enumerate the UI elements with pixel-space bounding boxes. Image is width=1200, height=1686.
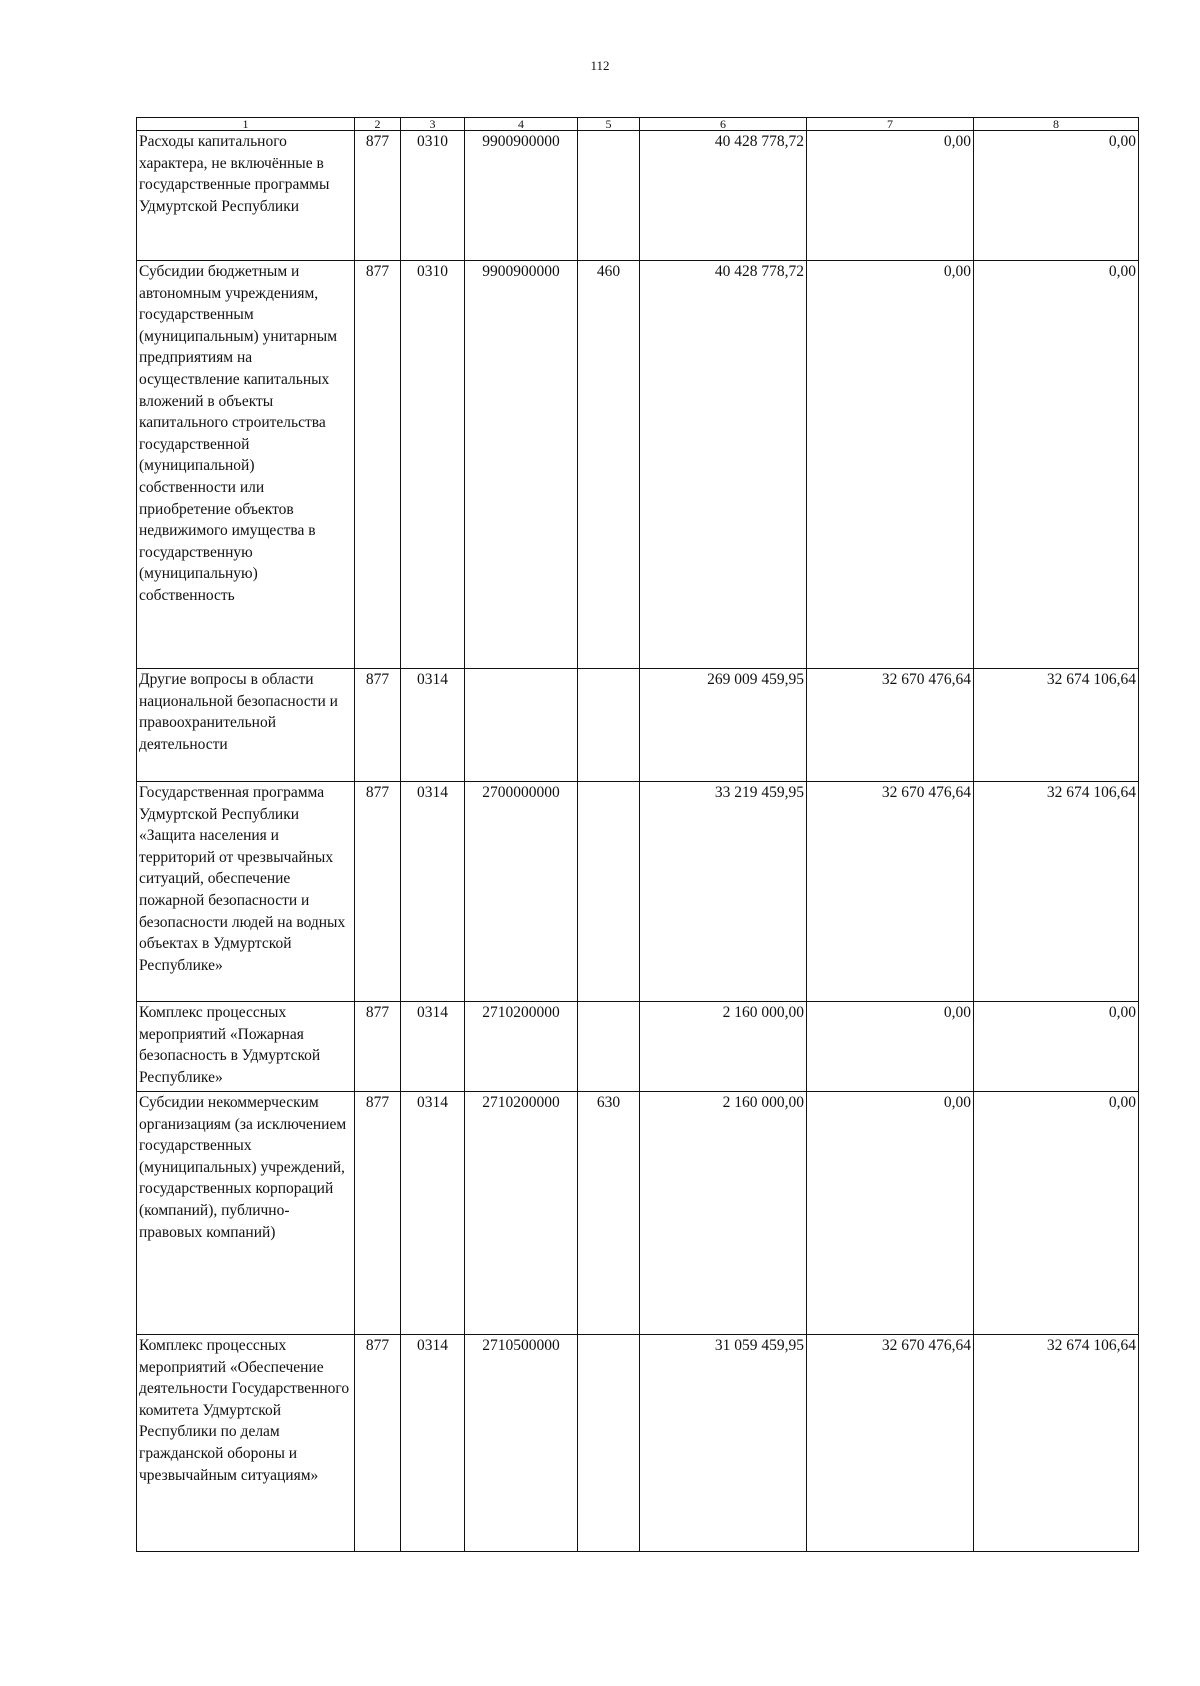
- row-col-8: 0,00: [974, 261, 1139, 669]
- header-col-8: 8: [974, 118, 1139, 131]
- row-col-5: [578, 1335, 640, 1552]
- row-col-2: 877: [355, 1335, 401, 1552]
- row-col-5: 630: [578, 1092, 640, 1335]
- row-name: Комплекс процессных мероприятий «Обеспечение деятельности Государственного комитета Удмуртской Республики по делам гражданской обороны и чрезвычайным ситуациям»: [137, 1335, 355, 1552]
- row-col-8: 0,00: [974, 131, 1139, 261]
- row-name: Субсидии бюджетным и автономным учреждениям, государственным (муниципальным) унитарным предприятиям на осуществление капитальных вложений в объекты капитального строительства государственной (муниципальной) собственности или приобретение объектов недвижимого имущества в государственную (муниципальную) собственность: [137, 261, 355, 669]
- row-col-4: 2710200000: [465, 1002, 578, 1092]
- row-col-2: 877: [355, 131, 401, 261]
- row-col-7: 32 670 476,64: [807, 1335, 974, 1552]
- page-number: 112: [590, 58, 610, 73]
- row-col-6: 2 160 000,00: [640, 1092, 807, 1335]
- row-name: Государственная программа Удмуртской Республики «Защита населения и территорий от чрезвычайных ситуаций, обеспечение пожарной безопасности и безопасности людей на водных объектах в Удмуртской Республике»: [137, 782, 355, 1002]
- row-col-3: 0310: [401, 261, 465, 669]
- header-col-4: 4: [465, 118, 578, 131]
- table-row: [137, 669, 1139, 782]
- row-col-5: 460: [578, 261, 640, 669]
- row-col-4: 2710200000: [465, 1092, 578, 1335]
- row-col-8: 32 674 106,64: [974, 669, 1139, 782]
- row-col-6: 40 428 778,72: [640, 131, 807, 261]
- table-row: [137, 1092, 1139, 1335]
- row-col-2: 877: [355, 1092, 401, 1335]
- row-col-7: 0,00: [807, 1002, 974, 1092]
- row-col-6: 31 059 459,95: [640, 1335, 807, 1552]
- header-col-7: 7: [807, 118, 974, 131]
- row-col-3: 0314: [401, 1002, 465, 1092]
- row-col-8: 0,00: [974, 1002, 1139, 1092]
- table-row: [137, 1335, 1139, 1552]
- row-name: Расходы капитального характера, не включённые в государственные программы Удмуртской Республики: [137, 131, 355, 261]
- row-col-8: 32 674 106,64: [974, 1335, 1139, 1552]
- row-name: Другие вопросы в области национальной безопасности и правоохранительной деятельности: [137, 669, 355, 782]
- row-col-6: 40 428 778,72: [640, 261, 807, 669]
- table-row: [137, 1002, 1139, 1092]
- header-col-1: 1: [137, 118, 355, 131]
- row-col-4: 2700000000: [465, 782, 578, 1002]
- row-col-4: [465, 669, 578, 782]
- row-col-8: 0,00: [974, 1092, 1139, 1335]
- row-col-3: 0314: [401, 669, 465, 782]
- header-row: [137, 118, 1139, 131]
- header-col-6: 6: [640, 118, 807, 131]
- row-col-4: 9900900000: [465, 131, 578, 261]
- row-col-3: 0314: [401, 1092, 465, 1335]
- row-col-7: 32 670 476,64: [807, 782, 974, 1002]
- row-col-5: [578, 782, 640, 1002]
- row-name: Субсидии некоммерческим организациям (за исключением государственных (муниципальных) учреждений, государственных корпораций (компаний), публично-правовых компаний): [137, 1092, 355, 1335]
- table-row: [137, 261, 1139, 669]
- row-name: Комплекс процессных мероприятий «Пожарная безопасность в Удмуртской Республике»: [137, 1002, 355, 1092]
- header-col-5: 5: [578, 118, 640, 131]
- row-col-3: 0314: [401, 1335, 465, 1552]
- row-col-8: 32 674 106,64: [974, 782, 1139, 1002]
- row-col-7: 0,00: [807, 1092, 974, 1335]
- row-col-7: 0,00: [807, 261, 974, 669]
- row-col-7: 0,00: [807, 131, 974, 261]
- row-col-6: 33 219 459,95: [640, 782, 807, 1002]
- header-col-3: 3: [401, 118, 465, 131]
- row-col-4: 9900900000: [465, 261, 578, 669]
- row-col-7: 32 670 476,64: [807, 669, 974, 782]
- row-col-6: 269 009 459,95: [640, 669, 807, 782]
- row-col-3: 0310: [401, 131, 465, 261]
- row-col-4: 2710500000: [465, 1335, 578, 1552]
- row-col-2: 877: [355, 782, 401, 1002]
- budget-table: [136, 117, 1139, 1552]
- row-col-6: 2 160 000,00: [640, 1002, 807, 1092]
- row-col-5: [578, 131, 640, 261]
- row-col-2: 877: [355, 1002, 401, 1092]
- row-col-5: [578, 669, 640, 782]
- table-row: [137, 131, 1139, 261]
- row-col-5: [578, 1002, 640, 1092]
- header-col-2: 2: [355, 118, 401, 131]
- row-col-3: 0314: [401, 782, 465, 1002]
- row-col-2: 877: [355, 261, 401, 669]
- row-col-2: 877: [355, 669, 401, 782]
- table-row: [137, 782, 1139, 1002]
